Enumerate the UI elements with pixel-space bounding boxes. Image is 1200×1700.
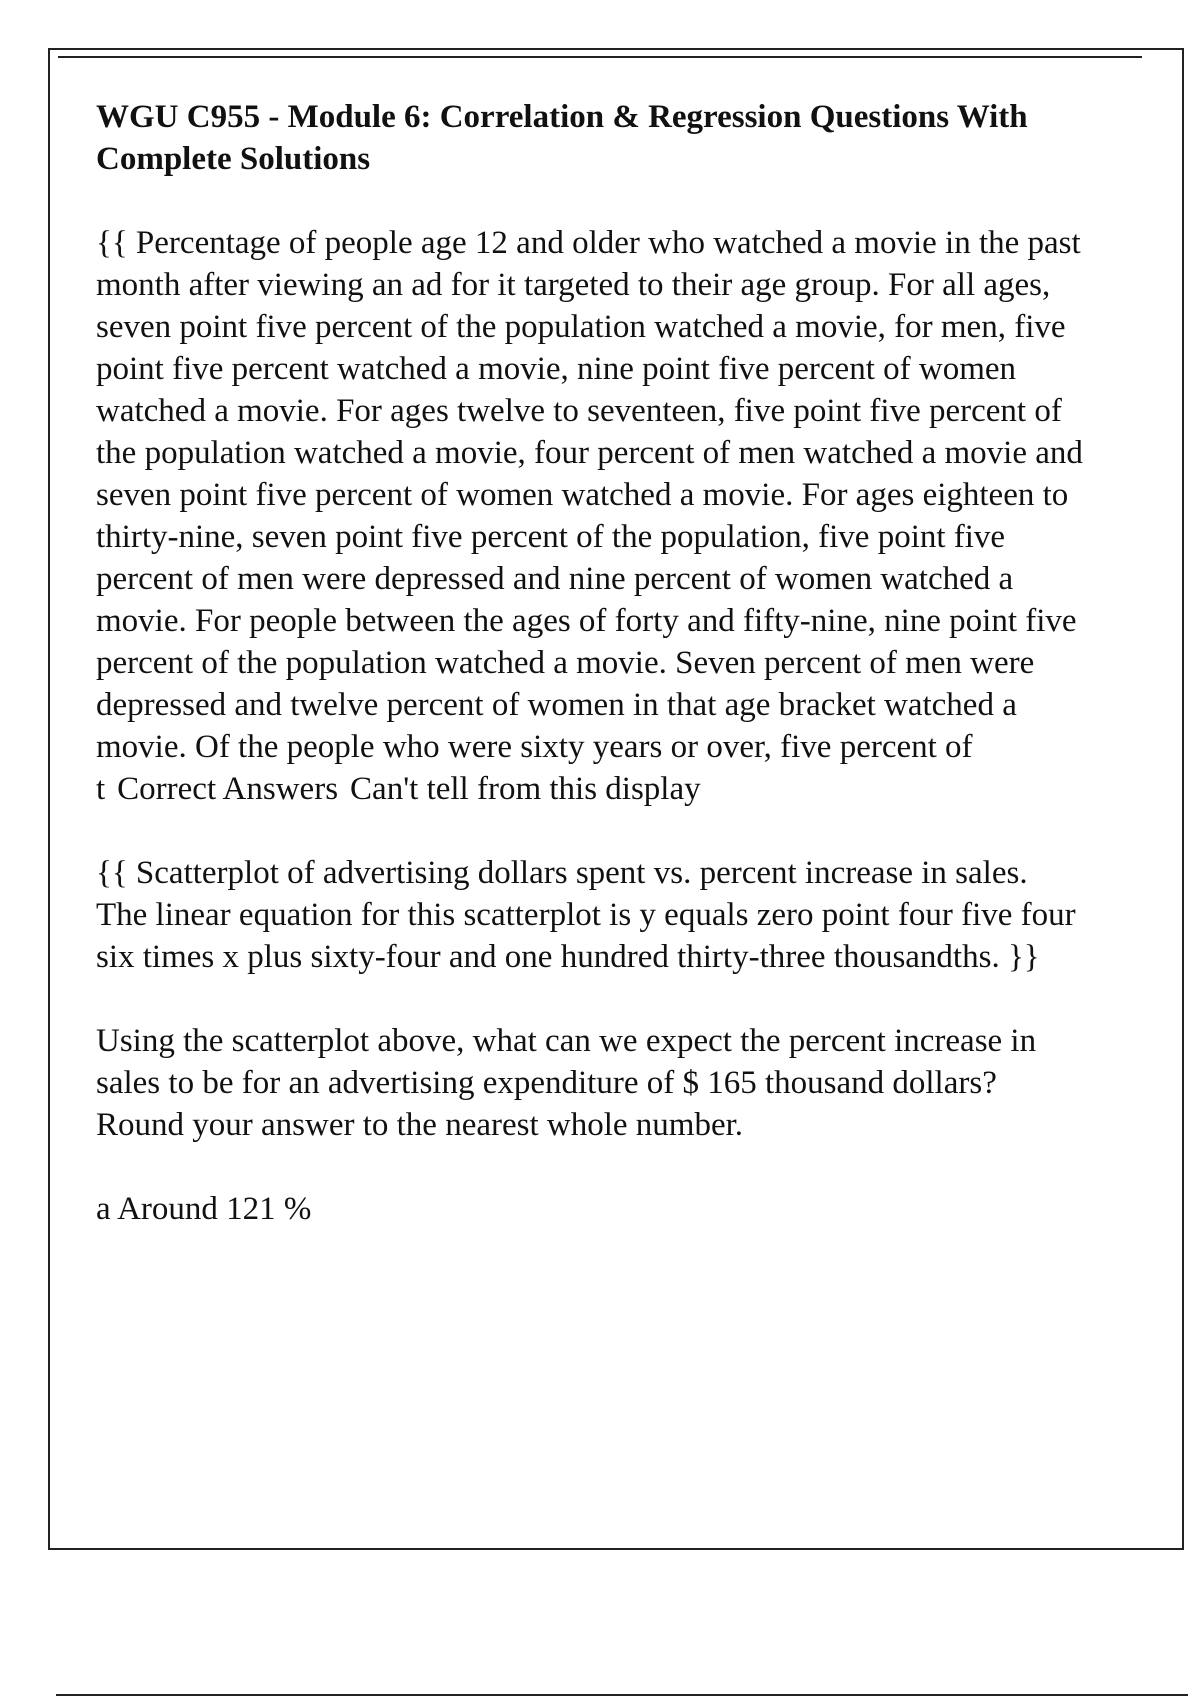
scatterplot-description: {{ Scatterplot of advertising dollars spent vs. percent increase in sales. The linear equation for this scatterplot is y equals zero point four five four six times x plus sixty-four and one hundred thirty-three thousandths. }}: [96, 855, 1076, 975]
question-1-text: {{ Percentage of people age 12 and older who watched a movie in the past month after viewing an ad for it targeted to their age group. For all ages, seven point five percent of the population watched a movie, for men, five point five percent watched a movie, nine point five percent of women watched a movie. For ages twelve to seventeen, five point five percent of the population watched a movie, four percent of men watched a movie and seven point five percent of women watched a movie. For ages eighteen to thirty-nine, seven point five percent of the population, five point five percent of men were depressed and nine percent of women watched a movie. For people between the ages of forty and fifty-nine, nine point five percent of the population watched a movie. Seven percent of men were depressed and twelve percent of women in that age bracket watched a movie. Of the people who were sixty years or over, five percent of t: [96, 225, 1083, 807]
option-a: a Around 121 %: [96, 1191, 312, 1227]
correct-answers-label: Correct Answers: [117, 771, 339, 807]
question-1-answer: Can't tell from this display: [350, 771, 701, 807]
question-2: Using the scatterplot above, what can we expect the percent increase in sales to be for an advertising expenditure of $ 165 thousand dollars? Round your answer to the nearest whole number.: [96, 1023, 1037, 1143]
question-1: [96, 222, 1086, 810]
document-title: WGU C955 - Module 6: Correlation & Regression Questions With Complete Solutions: [96, 99, 1028, 177]
top-divider: [58, 56, 1142, 58]
document-body: [96, 96, 1086, 1272]
bottom-divider: [56, 1694, 1188, 1696]
